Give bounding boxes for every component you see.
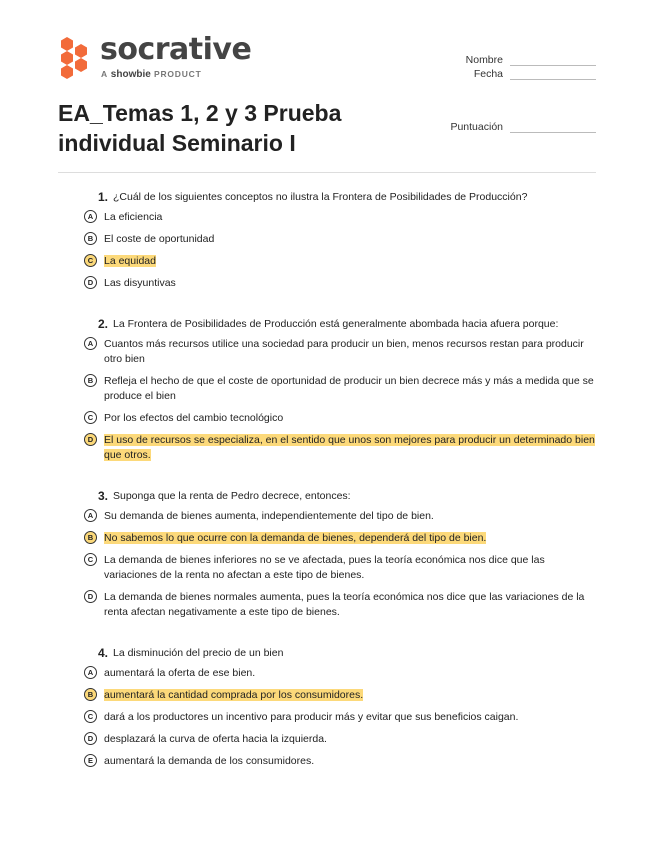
nombre-line: [510, 54, 596, 66]
option-text: La eficiencia: [104, 211, 163, 223]
brand-name: socrative: [100, 32, 252, 67]
question-list: [84, 190, 596, 795]
option-text: La equidad: [104, 255, 156, 267]
option-bubble: B: [84, 531, 97, 544]
option-text: El uso de recursos se especializa, en el sentido que unos son mejores para producir un determinado bien que otros.: [104, 434, 595, 461]
option-d: [84, 590, 596, 620]
option-text: No sabemos lo que ocurre con la demanda de bienes, dependerá del tipo de bien.: [104, 532, 487, 544]
question-number: 4.: [97, 646, 108, 660]
option-c: [84, 710, 596, 725]
socrative-logo: [58, 32, 258, 82]
option-c: [84, 553, 596, 583]
option-bubble: A: [84, 210, 97, 223]
option-bubble: A: [84, 509, 97, 522]
option-a: [84, 337, 596, 367]
option-d: [84, 276, 596, 291]
option-text: aumentará la cantidad comprada por los consumidores.: [104, 689, 364, 701]
option-bubble: E: [84, 754, 97, 767]
option-b-selected: [84, 688, 596, 703]
header-divider: [58, 172, 596, 173]
option-text: Refleja el hecho de que el coste de oportunidad de producir un bien decrece más y más a medida que se produce el bien: [104, 375, 594, 402]
option-text: aumentará la oferta de ese bien.: [104, 667, 256, 679]
option-bubble: C: [84, 411, 97, 424]
option-bubble: A: [84, 337, 97, 350]
option-bubble: A: [84, 666, 97, 679]
option-a: [84, 210, 596, 225]
option-bubble: B: [84, 688, 97, 701]
puntuacion-field: [450, 121, 596, 133]
puntuacion-label: Puntuación: [450, 121, 503, 133]
option-text: Su demanda de bienes aumenta, independientemente del tipo de bien.: [104, 510, 434, 522]
option-c: [84, 411, 596, 426]
option-bubble: C: [84, 710, 97, 723]
fecha-line: [510, 68, 596, 80]
option-bubble: B: [84, 232, 97, 245]
option-a: [84, 666, 596, 681]
hexagon-logo-icon: [58, 36, 92, 80]
page-title: EA_Temas 1, 2 y 3 Prueba individual Seminario I: [58, 100, 342, 156]
option-bubble: C: [84, 254, 97, 267]
option-b: [84, 374, 596, 404]
question-1: [84, 190, 596, 291]
option-c-selected: [84, 254, 596, 269]
option-d: [84, 732, 596, 747]
option-b-selected: [84, 531, 596, 546]
brand-tagline: A showbie PRODUCT: [101, 69, 202, 80]
option-text: Por los efectos del cambio tecnológico: [104, 412, 284, 424]
option-bubble: D: [84, 276, 97, 289]
question-number: 2.: [97, 317, 108, 331]
option-text: La demanda de bienes normales aumenta, pues la teoría económica nos dice que las variaciones de la renta afectan negativamente a este tipo de bienes.: [104, 591, 585, 618]
option-bubble: B: [84, 374, 97, 387]
question-4: [84, 646, 596, 769]
option-text: Las disyuntivas: [104, 277, 176, 289]
nombre-field: [466, 54, 596, 66]
header: [0, 0, 654, 175]
question-number: 1.: [97, 190, 108, 204]
nombre-label: Nombre: [465, 54, 503, 66]
question-text: La disminución del precio de un bien: [113, 647, 284, 659]
option-bubble: D: [84, 590, 97, 603]
option-text: El coste de oportunidad: [104, 233, 215, 245]
question-number: 3.: [97, 489, 108, 503]
option-b: [84, 232, 596, 247]
option-text: dará a los productores un incentivo para producir más y evitar que sus beneficios caigan.: [104, 711, 519, 723]
option-text: desplazará la curva de oferta hacia la izquierda.: [104, 733, 327, 745]
puntuacion-line: [510, 121, 596, 133]
question-text: Suponga que la renta de Pedro decrece, entonces:: [113, 490, 351, 502]
option-a: [84, 509, 596, 524]
option-text: Cuantos más recursos utilice una sociedad para producir un bien, menos recursos restan para producir otro bien: [104, 338, 584, 365]
option-bubble: D: [84, 732, 97, 745]
option-d-selected: [84, 433, 596, 463]
question-text: ¿Cuál de los siguientes conceptos no ilustra la Frontera de Posibilidades de Producción?: [113, 191, 528, 203]
option-bubble: D: [84, 433, 97, 446]
option-e: [84, 754, 596, 769]
option-text: aumentará la demanda de los consumidores.: [104, 755, 315, 767]
fecha-label: Fecha: [473, 68, 503, 80]
question-3: [84, 489, 596, 620]
question-2: [84, 317, 596, 463]
option-bubble: C: [84, 553, 97, 566]
question-text: La Frontera de Posibilidades de Producción está generalmente abombada hacia afuera porque:: [113, 318, 559, 330]
option-text: La demanda de bienes inferiores no se ve afectada, pues la teoría económica nos dice que las variaciones de la renta no afectan a este tipo de bienes.: [104, 554, 545, 581]
fecha-field: [474, 68, 596, 80]
